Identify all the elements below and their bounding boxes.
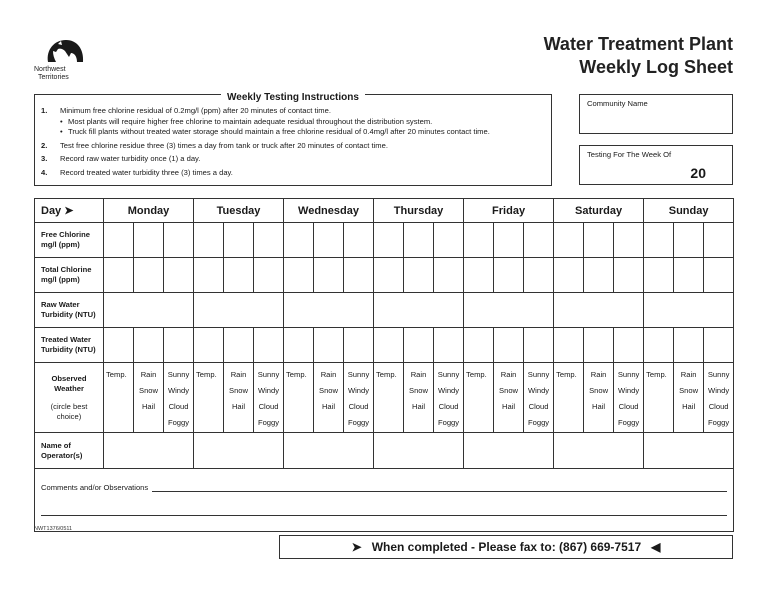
entry-cell[interactable]	[464, 258, 494, 293]
entry-cell[interactable]	[614, 258, 644, 293]
day-header-row	[35, 199, 734, 223]
instruction-subitem: • Truck fill plants without treated water storage should maintain a free chlorine residual of 0.4mg/l after 20 minutes contact time.	[41, 127, 547, 138]
entry-cell[interactable]	[584, 223, 614, 258]
week-of-field[interactable]	[579, 145, 733, 185]
weather-option[interactable]: Rain	[500, 370, 517, 379]
entry-cell[interactable]	[194, 328, 224, 363]
raw-turbidity-row	[35, 293, 734, 328]
day-header-label: Day ➤	[35, 199, 104, 223]
entry-cell[interactable]	[284, 433, 374, 469]
entry-cell[interactable]	[404, 328, 434, 363]
entry-cell[interactable]	[674, 223, 704, 258]
entry-cell[interactable]	[164, 223, 194, 258]
entry-cell[interactable]	[644, 223, 674, 258]
entry-cell[interactable]	[344, 328, 374, 363]
entry-cell[interactable]	[224, 258, 254, 293]
entry-cell[interactable]	[374, 328, 404, 363]
comments-field[interactable]	[35, 469, 734, 532]
logo-text	[34, 66, 69, 82]
temp-label: Temp.	[376, 370, 397, 379]
total-chlorine-row	[35, 258, 734, 293]
weather-choice-cell	[254, 363, 284, 433]
weather-option[interactable]: Windy	[708, 386, 730, 395]
weather-option[interactable]: Windy	[618, 386, 640, 395]
entry-cell[interactable]	[644, 433, 734, 469]
entry-cell[interactable]	[554, 223, 584, 258]
nwt-logo	[34, 36, 94, 86]
operator-label: Name of Operator(s)	[35, 433, 104, 469]
entry-cell[interactable]	[644, 293, 734, 328]
entry-cell[interactable]	[704, 258, 734, 293]
weather-option[interactable]: Sunny	[707, 370, 730, 379]
weather-option[interactable]: Snow	[229, 386, 248, 395]
entry-cell[interactable]	[224, 223, 254, 258]
instruction-number: 1.	[41, 106, 48, 115]
weather-option[interactable]: Sunny	[347, 370, 370, 379]
weather-option[interactable]: Cloud	[528, 402, 549, 411]
entry-cell[interactable]	[104, 258, 134, 293]
weather-option[interactable]: Windy	[528, 386, 550, 395]
weather-option[interactable]: Foggy	[708, 418, 730, 427]
title-line1: Water Treatment Plant	[543, 34, 733, 54]
temp-cell[interactable]	[284, 363, 314, 433]
fax-text: When completed - Please fax to: (867) 669-7517	[371, 540, 642, 554]
weather-option[interactable]: Rain	[140, 370, 157, 379]
day-header-sunday: Sunday	[644, 199, 734, 223]
weather-choice-cell	[314, 363, 344, 433]
entry-cell[interactable]	[224, 328, 254, 363]
entry-cell[interactable]	[164, 258, 194, 293]
entry-cell[interactable]	[104, 293, 194, 328]
weather-option[interactable]: Rain	[680, 370, 697, 379]
weather-option[interactable]: Cloud	[258, 402, 279, 411]
entry-cell[interactable]	[194, 293, 284, 328]
entry-cell[interactable]	[524, 328, 554, 363]
page-title	[544, 33, 733, 79]
free-chlorine-row	[35, 223, 734, 258]
weather-choice-cell	[134, 363, 164, 433]
weather-row	[35, 363, 734, 433]
weather-option[interactable]: Windy	[437, 386, 460, 395]
weather-option[interactable]: Rain	[230, 370, 247, 379]
entry-cell[interactable]	[284, 328, 314, 363]
treated-turbidity-row	[35, 328, 734, 363]
entry-cell[interactable]	[134, 223, 164, 258]
entry-cell[interactable]	[254, 328, 284, 363]
entry-cell[interactable]	[374, 293, 464, 328]
temp-label: Temp.	[286, 370, 307, 379]
weather-option[interactable]: Cloud	[618, 402, 639, 411]
entry-cell[interactable]	[374, 258, 404, 293]
temp-cell[interactable]	[104, 363, 134, 433]
weather-option[interactable]: Hail	[231, 402, 246, 411]
entry-cell[interactable]	[284, 258, 314, 293]
entry-cell[interactable]	[194, 433, 284, 469]
weather-option[interactable]: Foggy	[528, 418, 550, 427]
weather-option[interactable]: Snow	[319, 386, 338, 395]
temp-label: Temp.	[556, 370, 577, 379]
entry-cell[interactable]	[554, 433, 644, 469]
temp-cell[interactable]	[464, 363, 494, 433]
weather-choice-cell	[704, 363, 734, 433]
entry-cell[interactable]	[344, 258, 374, 293]
weather-option[interactable]: Snow	[409, 386, 429, 395]
entry-cell[interactable]	[674, 258, 704, 293]
treated-turbidity-label: Treated Water Turbidity (NTU)	[35, 328, 104, 363]
day-header-thursday: Thursday	[374, 199, 464, 223]
weather-choice-cell	[224, 363, 254, 433]
entry-cell[interactable]	[404, 258, 434, 293]
raw-turbidity-label: Raw Water Turbidity (NTU)	[35, 293, 104, 328]
instruction-text: Minimum free chlorine residual of 0.2mg/l (ppm) after 20 minutes of contact time.	[60, 106, 331, 115]
weather-label: Observed Weather (circle best choice)	[35, 363, 104, 433]
logo-line2: Territories	[38, 74, 69, 81]
day-header-monday: Monday	[104, 199, 194, 223]
temp-label: Temp.	[196, 370, 217, 379]
entry-cell[interactable]	[644, 328, 674, 363]
instruction-item	[41, 154, 547, 165]
weather-option[interactable]: Foggy	[257, 418, 280, 427]
entry-cell[interactable]	[284, 293, 374, 328]
temp-label: Temp.	[106, 370, 127, 379]
fax-banner	[279, 535, 733, 559]
entry-cell[interactable]	[134, 328, 164, 363]
weather-choice-cell	[494, 363, 524, 433]
weather-option[interactable]: Snow	[139, 386, 158, 395]
logo-line1: Northwest	[34, 66, 66, 73]
operator-row	[35, 433, 734, 469]
entry-cell[interactable]	[554, 328, 584, 363]
entry-cell[interactable]	[434, 223, 464, 258]
weather-option[interactable]: Snow	[589, 386, 609, 395]
weather-option[interactable]: Sunny	[257, 370, 280, 379]
entry-cell[interactable]	[314, 258, 344, 293]
temp-cell[interactable]	[644, 363, 674, 433]
form-code: NWT1376/0511	[34, 526, 73, 532]
weather-option[interactable]: Cloud	[348, 402, 369, 411]
weather-choice-cell	[164, 363, 194, 433]
entry-cell[interactable]	[314, 328, 344, 363]
community-name-field[interactable]	[579, 94, 733, 134]
weather-option[interactable]: Windy	[167, 386, 190, 395]
day-header-saturday: Saturday	[554, 199, 644, 223]
weekly-log-table	[34, 198, 734, 532]
weather-option[interactable]: Hail	[321, 402, 336, 411]
weather-option[interactable]: Hail	[411, 402, 426, 411]
weather-choice-cell	[344, 363, 374, 433]
weather-choice-cell	[584, 363, 614, 433]
weather-option[interactable]: Sunny	[617, 370, 640, 379]
entry-cell[interactable]	[494, 223, 524, 258]
polar-bear-logo-icon	[44, 36, 86, 66]
entry-cell[interactable]	[614, 328, 644, 363]
comments-label: Comments and/or Observations	[41, 483, 149, 492]
free-chlorine-label: Free Chlorine mg/l (ppm)	[35, 223, 104, 258]
weather-option[interactable]: Cloud	[708, 402, 729, 411]
week-of-label: Testing For The Week Of	[587, 150, 672, 159]
temp-cell[interactable]	[194, 363, 224, 433]
weather-choice-cell	[434, 363, 464, 433]
weather-option[interactable]: Cloud	[438, 402, 459, 411]
weather-option[interactable]: Rain	[410, 370, 427, 379]
weather-option[interactable]: Hail	[502, 402, 516, 411]
entry-cell[interactable]	[254, 258, 284, 293]
weather-option[interactable]: Foggy	[618, 418, 640, 427]
weather-option[interactable]: Hail	[592, 402, 606, 411]
instructions-list	[41, 106, 547, 178]
entry-cell[interactable]	[494, 258, 524, 293]
instructions-box	[34, 94, 552, 186]
entry-cell[interactable]	[314, 223, 344, 258]
week-year: 20	[690, 165, 706, 181]
entry-cell[interactable]	[434, 328, 464, 363]
entry-cell[interactable]	[104, 328, 134, 363]
entry-cell[interactable]	[554, 293, 644, 328]
entry-cell[interactable]	[674, 328, 704, 363]
arrow-left-icon: ◀	[651, 540, 661, 554]
entry-cell[interactable]	[344, 223, 374, 258]
day-header-tuesday: Tuesday	[194, 199, 284, 223]
temp-cell[interactable]	[374, 363, 404, 433]
weather-option[interactable]: Sunny	[437, 370, 460, 379]
entry-cell[interactable]	[104, 223, 134, 258]
entry-cell[interactable]	[464, 293, 554, 328]
entry-cell[interactable]	[704, 223, 734, 258]
weather-choice-cell	[404, 363, 434, 433]
instruction-number: 4.	[41, 167, 48, 177]
entry-cell[interactable]	[134, 258, 164, 293]
entry-cell[interactable]	[104, 433, 194, 469]
temp-label: Temp.	[466, 370, 487, 379]
entry-cell[interactable]	[584, 258, 614, 293]
day-header-wednesday: Wednesday	[284, 199, 374, 223]
instruction-item	[41, 168, 547, 179]
weather-option[interactable]: Hail	[682, 402, 696, 411]
entry-cell[interactable]	[524, 258, 554, 293]
entry-cell[interactable]	[464, 223, 494, 258]
instruction-number: 3.	[41, 154, 48, 163]
instruction-item	[41, 141, 547, 152]
instruction-item	[41, 106, 547, 117]
entry-cell[interactable]	[584, 328, 614, 363]
weather-option[interactable]: Cloud	[168, 402, 189, 411]
entry-cell[interactable]	[704, 328, 734, 363]
community-name-label: Community Name	[587, 99, 648, 108]
weather-option[interactable]: Rain	[590, 370, 607, 379]
entry-cell[interactable]	[614, 223, 644, 258]
entry-cell[interactable]	[284, 223, 314, 258]
entry-cell[interactable]	[464, 328, 494, 363]
entry-cell[interactable]	[554, 258, 584, 293]
weather-option[interactable]: Sunny	[527, 370, 550, 379]
temp-label: Temp.	[646, 370, 667, 379]
arrow-right-icon: ➤	[351, 540, 362, 554]
weather-option[interactable]: Hail	[141, 402, 156, 411]
entry-cell[interactable]	[524, 223, 554, 258]
total-chlorine-label: Total Chlorine mg/l (ppm)	[35, 258, 104, 293]
entry-cell[interactable]	[254, 223, 284, 258]
day-header-friday: Friday	[464, 199, 554, 223]
weather-option[interactable]: Foggy	[437, 418, 460, 427]
weather-option[interactable]: Snow	[679, 386, 699, 395]
entry-cell[interactable]	[164, 328, 194, 363]
instructions-title: Weekly Testing Instructions	[221, 92, 365, 103]
entry-cell[interactable]	[404, 223, 434, 258]
instruction-text: Test free chlorine residue three (3) times a day from tank or truck after 20 minutes of contact time.	[60, 140, 388, 150]
entry-cell[interactable]	[644, 258, 674, 293]
weather-option[interactable]: Sunny	[167, 370, 190, 379]
entry-cell[interactable]	[374, 223, 404, 258]
entry-cell[interactable]	[464, 433, 554, 469]
entry-cell[interactable]	[194, 258, 224, 293]
entry-cell[interactable]	[494, 328, 524, 363]
weather-option[interactable]: Rain	[320, 370, 337, 379]
title-line2: Weekly Log Sheet	[579, 57, 733, 77]
instruction-text: Record treated water turbidity three (3) times a day.	[60, 167, 233, 177]
weather-choice-cell	[524, 363, 554, 433]
weather-option[interactable]: Snow	[499, 386, 519, 395]
entry-cell[interactable]	[434, 258, 464, 293]
instruction-number: 2.	[41, 140, 48, 150]
weather-choice-cell	[674, 363, 704, 433]
instruction-subitem: • Most plants will require higher free chlorine to maintain adequate residual throughout the distribution system.	[41, 117, 547, 128]
weather-option[interactable]: Foggy	[167, 418, 190, 427]
entry-cell[interactable]	[374, 433, 464, 469]
weather-option[interactable]: Foggy	[347, 418, 370, 427]
weather-option[interactable]: Windy	[257, 386, 280, 395]
weather-choice-cell	[614, 363, 644, 433]
temp-cell[interactable]	[554, 363, 584, 433]
entry-cell[interactable]	[194, 223, 224, 258]
comments-row	[35, 469, 734, 532]
instruction-text: Record raw water turbidity once (1) a day.	[60, 154, 201, 163]
weather-option[interactable]: Windy	[347, 386, 370, 395]
